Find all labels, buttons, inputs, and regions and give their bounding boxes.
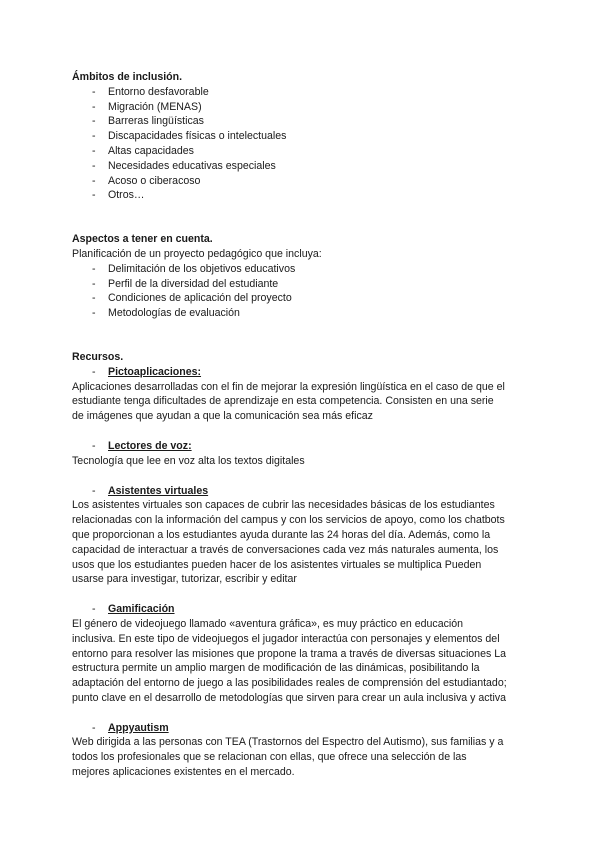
aspectos-heading: Aspectos a tener en cuenta. [72, 233, 213, 246]
lectores-de-voz-text: Tecnología que lee en voz alta los textos digitales [72, 454, 305, 467]
list-item: - Acoso o ciberacoso [72, 174, 532, 189]
recursos-heading: Recursos. [72, 350, 124, 363]
pictoaplicaciones-heading: - Pictoaplicaciones: [72, 365, 532, 380]
asistentes-virtuales-heading: - Asistentes virtuales [72, 484, 532, 499]
list-item: - Metodologías de evaluación [72, 306, 532, 321]
list-item: - Barreras lingüísticas [72, 114, 532, 129]
appyautism-heading: - Appyautism [72, 721, 532, 736]
appyautism-text: Web dirigida a las personas con TEA (Trastornos del Espectro del Autismo), sus familias y a todos los profesionales que se relacionan con ellas, que ofrece una selección de las mejores aplicaciones existentes en el mercado. [72, 736, 504, 779]
list-item: - Otros… [72, 188, 532, 203]
document-page [72, 70, 532, 780]
gamificacion-text: El género de videojuego llamado «aventura gráfica», es muy práctico en educación inclusiva. En este tipo de videojuegos el jugador interactúa con personajes y elementos del entorno para resolver las misiones que propone la trama a través de diversas situaciones La estructura permite un amplio margen de modificación de las dinámicas, posibilitando la adaptación del entorno de juego a las posibilidades reales de comprensión del estudiantado; punto clave en el desarrollo de metodologías que sirven para crear un aula inclusiva y activa [72, 617, 507, 704]
asistentes-virtuales-text: Los asistentes virtuales son capaces de cubrir las necesidades básicas de los estudiantes relacionadas con la información del campus y con los servicios de apoyo, como los chatbots que proporcionan a los estudiantes ayuda durante las 24 horas del día. Además, como la capacidad de interactuar a través de conversaciones cada vez más naturales aumenta, los usos que los estudiantes pueden hacer de los asistentes virtuales se multiplica Pueden usarse para investigar, tutorizar, escribir y editar [72, 499, 505, 586]
list-item: - Perfil de la diversidad del estudiante [72, 277, 532, 292]
lectores-de-voz-heading: - Lectores de voz: [72, 439, 532, 454]
list-item: - Delimitación de los objetivos educativos [72, 262, 532, 277]
list-item: - Necesidades educativas especiales [72, 159, 532, 174]
ambitos-list [72, 85, 532, 203]
list-item: - Migración (MENAS) [72, 100, 532, 115]
list-item: - Altas capacidades [72, 144, 532, 159]
list-item: - Entorno desfavorable [72, 85, 532, 100]
aspectos-intro: Planificación de un proyecto pedagógico que incluya: [72, 247, 322, 260]
ambitos-heading: Ámbitos de inclusión. [72, 71, 183, 83]
aspectos-list [72, 262, 532, 321]
gamificacion-heading: - Gamificación [72, 602, 532, 617]
list-item: - Discapacidades físicas o intelectuales [72, 129, 532, 144]
list-item: - Condiciones de aplicación del proyecto [72, 291, 532, 306]
pictoaplicaciones-text: Aplicaciones desarrolladas con el fin de mejorar la expresión lingüística en el caso de que el estudiante tenga dificultades de aprendizaje en esta competencia. Consisten en una serie de imágenes que ayudan a que la comunicación sea más eficaz [72, 380, 505, 423]
